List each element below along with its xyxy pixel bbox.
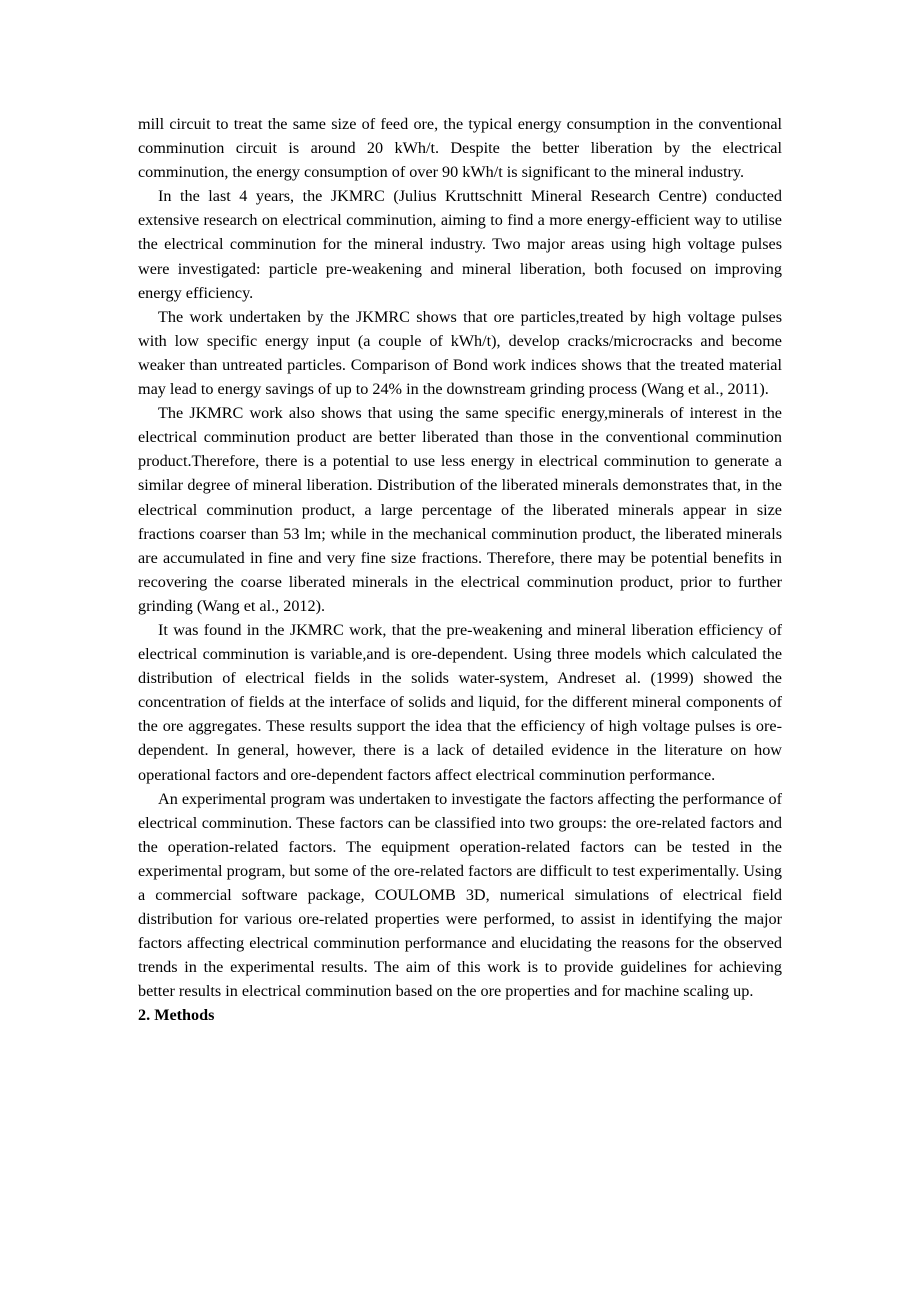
section-heading-methods: 2. Methods bbox=[138, 1006, 215, 1025]
paragraph-jkmrc-research: In the last 4 years, the JKMRC (Julius Kruttschnitt Mineral Research Centre) conducted extensive research on electrical comminution, aiming to find a more energy-efficient way to utilise the electrical comminution for the mineral industry. Two major areas using high voltage pulses were investigated: particle pre-weakening and mineral liberation, both focused on improving energy efficiency. bbox=[138, 187, 782, 302]
paragraph-experimental-program: An experimental program was undertaken to investigate the factors affecting the performance of electrical comminution. These factors can be classified into two groups: the ore-related factors and the operation-related factors. The equipment operation-related factors can be tested in the experimental program, but some of the ore-related factors are difficult to test experimentally. Using a commercial software package, COULOMB 3D, numerical simulations of electrical field distribution for various ore-related properties were performed, to assist in identifying the major factors affecting electrical comminution performance and elucidating the reasons for the observed trends in the experimental results. The aim of this work is to provide guidelines for achieving better results in electrical comminution based on the ore properties and for machine scaling up. bbox=[138, 789, 782, 1001]
paragraph-pre-weakening: The work undertaken by the JKMRC shows that ore particles,treated by high voltage pulses with low specific energy input (a couple of kWh/t), develop cracks/microcracks and become weaker than untreated particles. Comparison of Bond work indices shows that the treated material may lead to energy savings of up to 24% in the downstream grinding process (Wang et al., 2011). bbox=[138, 307, 782, 399]
paragraph-continuation: mill circuit to treat the same size of feed ore, the typical energy consumption in the conventional comminution circuit is around 20 kWh/t. Despite the better liberation by the electrical comminution, the energy consumption of over 90 kWh/t is significant to the mineral industry. bbox=[138, 115, 782, 182]
document-page bbox=[138, 112, 782, 1028]
paragraph-ore-dependence: It was found in the JKMRC work, that the pre-weakening and mineral liberation efficiency of electrical comminution is variable,and is ore-dependent. Using three models which calculated the distribution of electrical fields in the solids water-system, Andreset al. (1999) showed the concentration of fields at the interface of solids and liquid, for the different mineral components of the ore aggregates. These results support the idea that the efficiency of high voltage pulses is ore-dependent. In general, however, there is a lack of detailed evidence in the literature on how operational factors and ore-dependent factors affect electrical comminution performance. bbox=[138, 620, 782, 784]
paragraph-mineral-liberation: The JKMRC work also shows that using the same specific energy,minerals of interest in the electrical comminution product are better liberated than those in the conventional comminution product.Therefore, there is a potential to use less energy in electrical comminution to generate a similar degree of mineral liberation. Distribution of the liberated minerals demonstrates that, in the electrical comminution product, a large percentage of the liberated minerals appear in size fractions coarser than 53 lm; while in the mechanical comminution product, the liberated minerals are accumulated in fine and very fine size fractions. Therefore, there may be potential benefits in recovering the coarse liberated minerals in the electrical comminution product, prior to further grinding (Wang et al., 2012). bbox=[138, 404, 782, 615]
